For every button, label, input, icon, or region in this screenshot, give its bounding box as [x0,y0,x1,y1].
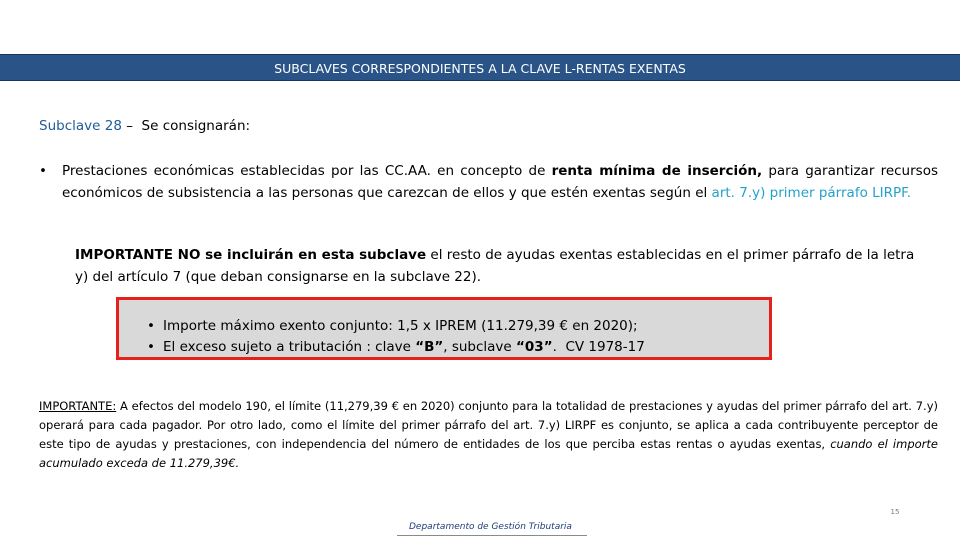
subclave-rest: Se consignarán: [132,118,251,134]
box-item-excess [147,339,645,355]
box-item-text: Importe máximo exento conjunto: 1,5 x IPREM (11.279,39 € en 2020); [163,318,638,334]
bullet-text-middle: para garantizar recursos económicos de subsistencia a las personas que carezcan de ellos y que estén exentas según el [62,163,938,201]
header-banner [0,54,960,81]
box-bullet-icon: • [147,339,155,355]
box-item-max-amount [147,318,638,334]
footer-divider [397,535,587,536]
important-note [75,244,915,288]
box-item-text-middle: , subclave [443,339,517,355]
important-rest: el resto de ayudas exentas establecidas en el primer párrafo de la letra y) del artículo 7 (que deban consignarse en la subclave 22). [75,247,915,285]
box-item-text-before: El exceso sujeto a tributación : clave [163,339,416,355]
box-item-text-after: . CV 1978-17 [552,339,645,355]
bullet-text [62,160,938,204]
highlight-box [116,297,772,360]
lirpf-link[interactable]: art. 7.y) primer párrafo LIRPF. [711,185,912,201]
box-item-subclave: “03” [516,339,553,355]
page-number: 15 [890,508,900,516]
subclave-heading [39,118,250,134]
footnote-text: A efectos del modelo 190, el límite (11,279,39 € en 2020) conjunto para la totalidad de prestaciones y ayudas del primer párrafo del art. 7.y) operará para cada pagador. Por otro lado, como el límite del primer párrafo del art. 7.y) LIRPF es conjunto, se aplica a cada contribuyente perceptor de este tipo de ayudas y prestaciones, con independencia del número de entidades de los que perciba estas rentas o ayudas exentas, [39,399,938,451]
footnote-label: IMPORTANTE: [39,399,117,413]
bullet-icon: • [39,163,47,179]
bullet-bold-text: renta mínima de inserción, [551,163,763,179]
footnote [39,397,938,473]
subclave-dash: – [121,118,133,134]
important-bold: IMPORTANTE NO se incluirán en esta subclave [75,247,427,263]
footnote-italic: cuando el importe acumulado exceda de 11.279,39€. [39,437,938,470]
header-title: SUBCLAVES CORRESPONDIENTES A LA CLAVE L-RENTAS EXENTAS [274,61,686,76]
subclave-name: Subclave 28 [39,118,122,134]
bullet-paragraph [39,160,938,204]
box-item-clave: “B” [415,339,444,355]
box-bullet-icon: • [147,318,155,334]
footer-department: Departamento de Gestión Tributaria [409,522,572,532]
bullet-text-before: Prestaciones económicas establecidas por las CC.AA. en concepto de [62,163,552,179]
